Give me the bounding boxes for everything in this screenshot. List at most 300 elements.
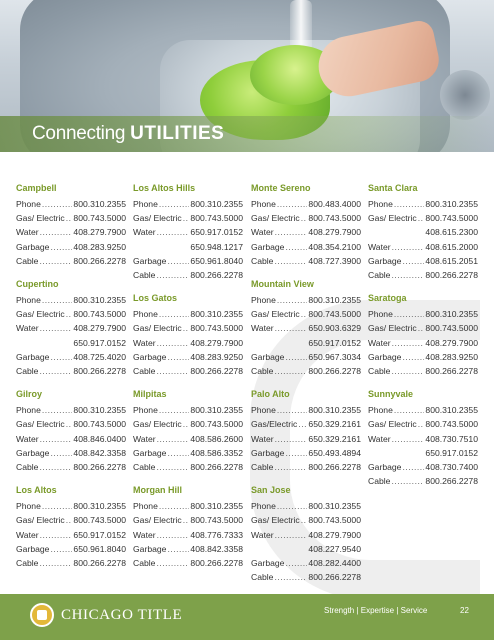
utility-row xyxy=(16,417,126,431)
utility-phone-number: 800.266.2278 xyxy=(73,462,126,473)
chicago-title-seal-icon xyxy=(30,603,54,627)
utility-label: Phone xyxy=(133,501,158,512)
utility-label: Cable xyxy=(16,558,39,569)
dot-leader xyxy=(156,556,189,570)
city-name: Morgan Hill xyxy=(133,485,182,496)
city-block xyxy=(16,388,126,474)
utility-row xyxy=(16,403,126,417)
utility-label: Gas/ Electric xyxy=(16,419,65,430)
dot-leader xyxy=(301,211,308,225)
utility-phone-number: 800.743.5000 xyxy=(425,323,478,334)
utility-phone-number: 800.743.5000 xyxy=(425,213,478,224)
utility-row xyxy=(368,417,478,431)
dot-leader xyxy=(285,556,307,570)
dot-leader xyxy=(167,542,189,556)
city-name: Mountain View xyxy=(251,279,314,290)
dot-leader xyxy=(394,197,425,211)
dot-leader xyxy=(40,321,73,335)
utility-phone-number: 800.266.2278 xyxy=(425,270,478,281)
utility-phone-number: 800.266.2278 xyxy=(73,255,126,266)
utility-phone-number: 800.743.5000 xyxy=(190,213,243,224)
utility-phone-number: 408.354.2100 xyxy=(308,241,361,252)
utility-label: Cable xyxy=(251,366,274,377)
utility-phone-number: 800.310.2355 xyxy=(190,501,243,512)
dot-leader xyxy=(183,321,190,335)
utility-phone-number: 800.310.2355 xyxy=(73,405,126,416)
utility-label: Cable xyxy=(368,476,391,487)
utility-label: Garbage xyxy=(133,255,167,266)
dot-leader xyxy=(392,432,425,446)
city-name: Monte Sereno xyxy=(251,183,311,193)
city-block xyxy=(251,278,361,378)
utility-phone-number: 800.743.5000 xyxy=(425,419,478,430)
utility-phone-number: 408.842.3358 xyxy=(190,543,243,554)
utility-label: Water xyxy=(368,337,391,348)
city-block xyxy=(133,292,243,378)
utility-row xyxy=(251,254,361,268)
city-name: Los Altos xyxy=(16,485,57,496)
utility-phone-number: 650.961.8040 xyxy=(190,255,243,266)
utility-label: Cable xyxy=(251,255,274,266)
utility-label: Gas/Electric xyxy=(251,419,298,430)
dot-leader xyxy=(275,225,308,239)
utility-row xyxy=(251,240,361,254)
utility-label: Gas/ Electric xyxy=(133,323,182,334)
utility-label: Garbage xyxy=(16,241,50,252)
dot-leader xyxy=(274,460,307,474)
utility-phone-number: 408.615.2000 xyxy=(425,241,478,252)
utility-row xyxy=(133,211,243,225)
utility-row xyxy=(133,513,243,527)
page-title-light: Connecting xyxy=(32,123,126,144)
utility-row xyxy=(251,513,361,527)
utility-phone-number: 800.310.2355 xyxy=(425,309,478,320)
utility-row xyxy=(16,513,126,527)
utility-row xyxy=(16,446,126,460)
utility-phone-number: 800.266.2278 xyxy=(308,462,361,473)
dot-leader xyxy=(167,254,189,268)
utility-row xyxy=(16,556,126,570)
city-name: Saratoga xyxy=(368,293,407,304)
utility-label: Phone xyxy=(251,199,276,209)
utility-phone-number: 408.727.3900 xyxy=(308,255,361,266)
utility-phone-number: 650.329.2161 xyxy=(308,433,361,444)
dot-leader xyxy=(159,307,190,321)
utility-phone-number: 800.310.2355 xyxy=(190,405,243,416)
utility-label: Cable xyxy=(16,255,39,266)
dot-leader xyxy=(159,403,190,417)
utility-phone-number: 800.266.2278 xyxy=(308,366,361,377)
dot-leader xyxy=(156,268,189,282)
utility-phone-number: 650.329.2161 xyxy=(308,419,361,430)
utility-row xyxy=(251,556,361,570)
dot-leader xyxy=(157,432,190,446)
utility-phone-number: 800.743.5000 xyxy=(73,419,126,430)
utility-row xyxy=(251,432,361,446)
dot-leader xyxy=(159,499,190,513)
utility-phone-number: 800.266.2278 xyxy=(73,366,126,377)
utility-row xyxy=(133,336,243,350)
utility-row xyxy=(251,528,361,542)
page-title-bold: UTILITIES xyxy=(130,123,225,144)
utility-row xyxy=(16,460,126,474)
utility-label: Phone xyxy=(251,501,276,512)
utility-row xyxy=(368,254,478,268)
dot-leader xyxy=(42,293,73,307)
utility-column xyxy=(16,182,126,580)
brand-logo xyxy=(30,603,182,627)
city-name: Campbell xyxy=(16,183,57,193)
utility-label: Cable xyxy=(16,366,39,377)
utility-label: Gas/ Electric xyxy=(368,419,417,430)
utility-row xyxy=(251,350,361,364)
city-name: San Jose xyxy=(251,485,291,496)
utility-label: Water xyxy=(251,323,274,334)
utility-phone-number: 800.310.2355 xyxy=(190,309,243,320)
utility-phone-number: 408.776.7333 xyxy=(190,529,243,540)
utility-label: Cable xyxy=(133,558,156,569)
utility-phone-number: 650.961.8040 xyxy=(73,543,126,554)
dot-leader xyxy=(277,499,308,513)
utility-phone-number: 800.310.2355 xyxy=(73,295,126,306)
utility-phone-number: 408.730.7510 xyxy=(425,433,478,444)
dot-leader xyxy=(39,556,72,570)
utility-phone-number: 408.282.4400 xyxy=(308,558,361,569)
utility-label: Gas/ Electric xyxy=(133,419,182,430)
utility-row xyxy=(251,197,361,211)
utility-row xyxy=(368,211,478,225)
utility-row xyxy=(368,268,478,282)
dot-leader xyxy=(66,513,73,527)
utility-label: Gas/ Electric xyxy=(251,309,300,320)
utility-label: Cable xyxy=(368,366,391,377)
utility-row xyxy=(133,528,243,542)
dot-leader xyxy=(50,542,72,556)
utility-label: Phone xyxy=(133,309,158,320)
dot-leader xyxy=(392,240,425,254)
dot-leader xyxy=(402,254,424,268)
dot-leader xyxy=(66,417,73,431)
utility-number-continued: 408.615.2300 xyxy=(425,227,478,238)
utility-row xyxy=(133,225,243,239)
utility-row xyxy=(133,542,243,556)
utility-label: Garbage xyxy=(368,255,402,266)
dot-leader xyxy=(275,432,308,446)
utility-phone-number: 408.725.4020 xyxy=(73,351,126,362)
city-name: Gilroy xyxy=(16,389,43,400)
dot-leader xyxy=(39,460,72,474)
dot-leader xyxy=(274,254,307,268)
utility-phone-number: 408.846.0400 xyxy=(73,433,126,444)
utility-row xyxy=(133,403,243,417)
utility-row xyxy=(16,240,126,254)
utility-row xyxy=(133,197,243,211)
utility-row xyxy=(16,254,126,268)
utility-row xyxy=(16,528,126,542)
utility-row xyxy=(16,364,126,378)
utility-phone-number: 800.266.2278 xyxy=(190,558,243,569)
utility-label: Gas/ Electric xyxy=(251,213,300,224)
utility-phone-number: 800.310.2355 xyxy=(190,199,243,209)
utility-phone-number: 408.279.7900 xyxy=(190,337,243,348)
dot-leader xyxy=(50,446,72,460)
utility-row xyxy=(251,417,361,431)
utility-row xyxy=(16,197,126,211)
dot-leader xyxy=(39,364,72,378)
dot-leader xyxy=(40,528,73,542)
utility-row xyxy=(368,321,478,335)
city-name: Sunnyvale xyxy=(368,389,414,400)
utility-label: Gas/ Electric xyxy=(16,515,65,526)
dot-leader xyxy=(277,197,308,211)
utility-label: Water xyxy=(251,227,274,238)
utility-row xyxy=(251,321,361,335)
utility-row xyxy=(133,460,243,474)
utility-phone-number: 800.266.2278 xyxy=(190,462,243,473)
dot-leader xyxy=(40,225,73,239)
utility-row xyxy=(16,321,126,335)
dot-leader xyxy=(277,293,308,307)
dot-leader xyxy=(392,336,425,350)
utility-phone-number: 408.842.3358 xyxy=(73,447,126,458)
city-name: Milpitas xyxy=(133,389,167,400)
city-name: Santa Clara xyxy=(368,183,418,193)
utility-label: Water xyxy=(251,529,274,540)
city-name: Los Gatos xyxy=(133,293,178,304)
utility-label: Cable xyxy=(251,462,274,473)
footer-tagline: Strength | Expertise | Service xyxy=(324,606,428,615)
dot-leader xyxy=(285,446,307,460)
utility-label: Phone xyxy=(368,405,393,416)
utility-row xyxy=(368,350,478,364)
utility-label: Phone xyxy=(251,295,276,306)
city-block xyxy=(251,484,361,584)
dot-leader xyxy=(298,417,307,431)
utility-column xyxy=(368,182,478,498)
dot-leader xyxy=(274,364,307,378)
utility-row xyxy=(133,321,243,335)
utility-label: Phone xyxy=(16,295,41,306)
utility-phone-number: 800.743.5000 xyxy=(190,323,243,334)
utility-column xyxy=(133,182,243,580)
utility-phone-number: 800.310.2355 xyxy=(308,295,361,306)
utility-phone-number: 800.743.5000 xyxy=(190,515,243,526)
city-block xyxy=(368,292,478,378)
utility-label: Garbage xyxy=(133,543,167,554)
utility-phone-number: 408.283.9250 xyxy=(73,241,126,252)
utility-row xyxy=(251,211,361,225)
dot-leader xyxy=(277,403,308,417)
utility-row xyxy=(133,446,243,460)
utility-row xyxy=(368,197,478,211)
utility-label: Garbage xyxy=(133,351,167,362)
utility-row xyxy=(251,307,361,321)
brand-name: CHICAGO TITLE xyxy=(61,606,183,623)
utility-phone-number: 408.586.2600 xyxy=(190,433,243,444)
utility-label: Garbage xyxy=(16,447,50,458)
utility-label: Cable xyxy=(251,572,274,583)
utility-label: Water xyxy=(16,529,39,540)
dot-leader xyxy=(167,446,189,460)
dot-leader xyxy=(66,307,73,321)
utility-row xyxy=(368,474,478,488)
utility-phone-number: 650.903.6329 xyxy=(308,323,361,334)
utility-row xyxy=(133,254,243,268)
dot-leader xyxy=(183,513,190,527)
utility-row xyxy=(368,403,478,417)
utility-phone-number: 650.967.3034 xyxy=(308,351,361,362)
utility-phone-number: 408.279.7900 xyxy=(73,323,126,334)
utility-phone-number: 800.743.5000 xyxy=(73,213,126,224)
utility-row xyxy=(133,417,243,431)
utility-label: Gas/ Electric xyxy=(251,515,300,526)
utility-label: Water xyxy=(368,433,391,444)
utility-label: Phone xyxy=(368,309,393,320)
utility-phone-number: 408.615.2051 xyxy=(425,255,478,266)
utility-label: Water xyxy=(133,227,156,238)
utility-label: Water xyxy=(133,529,156,540)
utility-row xyxy=(368,336,478,350)
utility-label: Gas/ Electric xyxy=(368,323,417,334)
utility-label: Cable xyxy=(133,462,156,473)
utility-label: Garbage xyxy=(251,351,285,362)
utility-label: Phone xyxy=(251,405,276,416)
utility-label: Phone xyxy=(16,199,41,209)
dot-leader xyxy=(418,211,425,225)
utility-phone-number: 800.266.2278 xyxy=(425,366,478,377)
utility-label: Water xyxy=(16,323,39,334)
dot-leader xyxy=(50,350,72,364)
utility-row xyxy=(251,499,361,513)
dot-leader xyxy=(157,528,190,542)
dot-leader xyxy=(301,307,308,321)
utility-label: Cable xyxy=(368,270,391,281)
utility-row xyxy=(251,570,361,584)
utility-phone-number: 650.917.0152 xyxy=(190,227,243,238)
city-block xyxy=(251,182,361,268)
utility-column xyxy=(251,182,361,594)
utility-phone-number: 800.310.2355 xyxy=(308,405,361,416)
utility-phone-number: 800.743.5000 xyxy=(308,515,361,526)
dot-leader xyxy=(391,474,424,488)
utility-row xyxy=(133,432,243,446)
utility-label: Gas/ Electric xyxy=(133,213,182,224)
utility-label: Water xyxy=(251,433,274,444)
utility-label: Water xyxy=(133,337,156,348)
utility-row xyxy=(251,460,361,474)
utility-phone-number: 408.283.9250 xyxy=(190,351,243,362)
utility-phone-number: 408.586.3352 xyxy=(190,447,243,458)
page-title-band xyxy=(0,116,494,152)
utility-row xyxy=(251,446,361,460)
utility-label: Phone xyxy=(368,199,393,209)
utility-label: Cable xyxy=(133,366,156,377)
city-name: Los Altos Hills xyxy=(133,183,196,193)
utility-phone-number: 800.266.2278 xyxy=(190,366,243,377)
dot-leader xyxy=(418,417,425,431)
dot-leader xyxy=(50,240,72,254)
utility-phone-number: 800.743.5000 xyxy=(308,213,361,224)
utility-phone-number: 800.310.2355 xyxy=(308,501,361,512)
dot-leader xyxy=(275,528,308,542)
dot-leader xyxy=(42,197,73,211)
drain-icon xyxy=(440,70,490,120)
utility-label: Garbage xyxy=(133,447,167,458)
city-name: Palo Alto xyxy=(251,389,290,400)
utility-phone-number: 800.266.2278 xyxy=(73,558,126,569)
utility-phone-number: 800.266.2278 xyxy=(308,572,361,583)
utility-number-continued: 650.948.1217 xyxy=(190,241,243,252)
utility-label: Phone xyxy=(133,199,158,209)
utility-row xyxy=(16,542,126,556)
utility-label: Garbage xyxy=(251,558,285,569)
dot-leader xyxy=(394,403,425,417)
utility-label: Garbage xyxy=(368,351,402,362)
dot-leader xyxy=(418,321,425,335)
utility-label: Phone xyxy=(16,501,41,512)
utility-label: Water xyxy=(16,227,39,238)
utility-phone-number: 408.730.7400 xyxy=(425,462,478,473)
utility-row xyxy=(133,350,243,364)
dot-leader xyxy=(66,211,73,225)
dot-leader xyxy=(156,364,189,378)
utility-label: Garbage xyxy=(16,543,50,554)
utility-row xyxy=(16,432,126,446)
utility-label: Gas/ Electric xyxy=(133,515,182,526)
dot-leader xyxy=(301,513,308,527)
utility-phone-number: 800.310.2355 xyxy=(73,199,126,209)
utility-phone-number: 408.279.7900 xyxy=(308,529,361,540)
utility-number-continued: 650.917.0152 xyxy=(308,337,361,348)
utility-label: Water xyxy=(16,433,39,444)
utility-number-continued: 650.917.0152 xyxy=(425,447,478,458)
dot-leader xyxy=(156,460,189,474)
dot-leader xyxy=(183,417,190,431)
dot-leader xyxy=(391,268,424,282)
utility-label: Garbage xyxy=(251,241,285,252)
dot-leader xyxy=(157,336,190,350)
city-block xyxy=(16,484,126,570)
city-block xyxy=(133,182,243,282)
utility-label: Cable xyxy=(133,270,156,281)
utility-row xyxy=(251,225,361,239)
utility-phone-number: 800.266.2278 xyxy=(425,476,478,487)
dot-leader xyxy=(39,254,72,268)
utility-row xyxy=(368,460,478,474)
utility-label: Garbage xyxy=(16,351,50,362)
utility-phone-number: 800.310.2355 xyxy=(425,405,478,416)
utility-phone-number: 800.310.2355 xyxy=(73,501,126,512)
utility-phone-number: 800.743.5000 xyxy=(308,309,361,320)
utility-row xyxy=(133,268,243,282)
utility-label: Water xyxy=(368,241,391,252)
utility-label: Phone xyxy=(16,405,41,416)
dot-leader xyxy=(159,197,190,211)
dot-leader xyxy=(40,432,73,446)
utility-row xyxy=(368,432,478,446)
utility-row xyxy=(133,499,243,513)
city-block xyxy=(251,388,361,474)
utility-row xyxy=(251,364,361,378)
utility-row xyxy=(16,307,126,321)
utility-phone-number: 800.743.5000 xyxy=(73,515,126,526)
city-block xyxy=(368,388,478,488)
utility-label: Cable xyxy=(16,462,39,473)
utility-row xyxy=(133,307,243,321)
utility-row xyxy=(16,350,126,364)
utility-row xyxy=(16,293,126,307)
dot-leader xyxy=(42,403,73,417)
